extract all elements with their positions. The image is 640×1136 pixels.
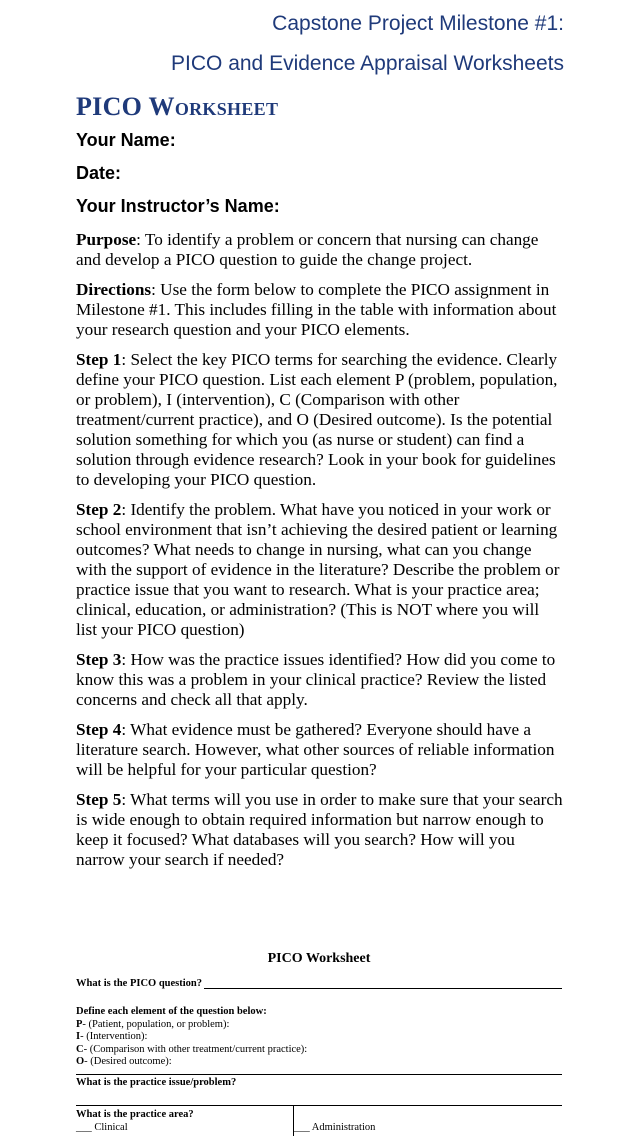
paragraph-text: : Identify the problem. What have you noticed in your work or school environment that isn’t achieving the desired patient or learning outcomes? What needs to change in nursing, what can you change with the support of evidence in the literature? Describe the problem or practice issue that you want to research. What is your practice area; clinical, education, or administration? (This is NOT where you will list your PICO question) [76, 500, 560, 639]
paragraph-text: : Select the key PICO terms for searching the evidence. Clearly define your PICO question. List each element P (problem, population, or problem), I (intervention), C (Comparison with other treatment/current practice), and O (Desired outcome). Is the potential solution something for which you (as nurse or student) can find a solution through evidence research? Look in your book for guidelines to developing your PICO question. [76, 350, 558, 489]
pico-question-label: What is the PICO question? [76, 978, 203, 989]
element-letter: P [76, 1018, 83, 1030]
worksheet-title: PICO Worksheet [267, 951, 371, 966]
step-5-paragraph [76, 790, 564, 870]
directions-paragraph [76, 280, 564, 340]
practice-issue-label: What is the practice issue/problem? [76, 1077, 237, 1088]
element-o [76, 1056, 562, 1069]
paragraph-label: Step 5 [76, 790, 122, 809]
header-line-2: PICO and Evidence Appraisal Worksheets [171, 52, 564, 75]
step-4-paragraph [76, 720, 564, 780]
option-clinical[interactable]: ___ Clinical [76, 1122, 128, 1133]
define-elements-label: Define each element of the question below: [76, 1006, 267, 1017]
element-letter: I [76, 1031, 81, 1042]
paragraph-label: Purpose [76, 230, 137, 249]
define-elements-block [76, 1006, 562, 1069]
instructor-name-label: Your Instructor’s Name: [76, 196, 280, 216]
paragraph-label: Step 1 [76, 350, 122, 369]
paragraph-label: Step 4 [76, 720, 122, 739]
step-3-paragraph [76, 650, 564, 710]
your-name-label: Your Name: [76, 130, 176, 150]
pico-question-answer-line[interactable] [204, 977, 562, 989]
element-text: - (Patient, population, or problem): [82, 1018, 230, 1030]
paragraph-text: : What terms will you use in order to make sure that your search is wide enough to obtain required information but narrow enough to keep it focused? What databases will you search? How will you narrow your search if needed? [76, 790, 563, 869]
paragraph-text: : How was the practice issues identified? How did you come to know this was a problem in your clinical practice? Review the listed concerns and check all that apply. [76, 650, 556, 709]
date-label: Date: [76, 163, 122, 183]
element-i [76, 1031, 562, 1044]
practice-area-label: What is the practice area? [76, 1109, 194, 1120]
paragraph-label: Directions [76, 280, 152, 299]
table-column-divider [293, 1106, 294, 1136]
element-text: - (Comparison with other treatment/current practice): [83, 1043, 308, 1055]
paragraph-text: : Use the form below to complete the PICO assignment in Milestone #1. This includes filling in the table with information about your research question and your PICO elements. [76, 280, 557, 339]
step-1-paragraph [76, 350, 564, 490]
option-administration[interactable]: ___ Administration [294, 1122, 376, 1133]
paragraph-text: : What evidence must be gathered? Everyone should have a literature search. However, what other sources of reliable information will be helpful for your particular question? [76, 720, 555, 779]
element-p [76, 1019, 562, 1032]
element-letter: C [76, 1043, 84, 1055]
pico-question-row [76, 977, 562, 989]
table-divider [76, 1105, 562, 1106]
step-2-paragraph [76, 500, 564, 640]
paragraph-text: : To identify a problem or concern that nursing can change and develop a PICO question to guide the change project. [76, 230, 539, 269]
purpose-paragraph [76, 230, 564, 270]
section-title: PICO Worksheet [76, 92, 279, 121]
element-c [76, 1044, 562, 1057]
paragraph-label: Step 2 [76, 500, 122, 519]
instructions [76, 230, 564, 880]
header-line-1: Capstone Project Milestone #1: [272, 12, 564, 35]
element-letter: O [76, 1056, 85, 1067]
element-text: - (Intervention): [80, 1031, 148, 1042]
paragraph-label: Step 3 [76, 650, 122, 669]
table-divider [76, 1074, 562, 1075]
element-text: - (Desired outcome): [84, 1056, 172, 1067]
